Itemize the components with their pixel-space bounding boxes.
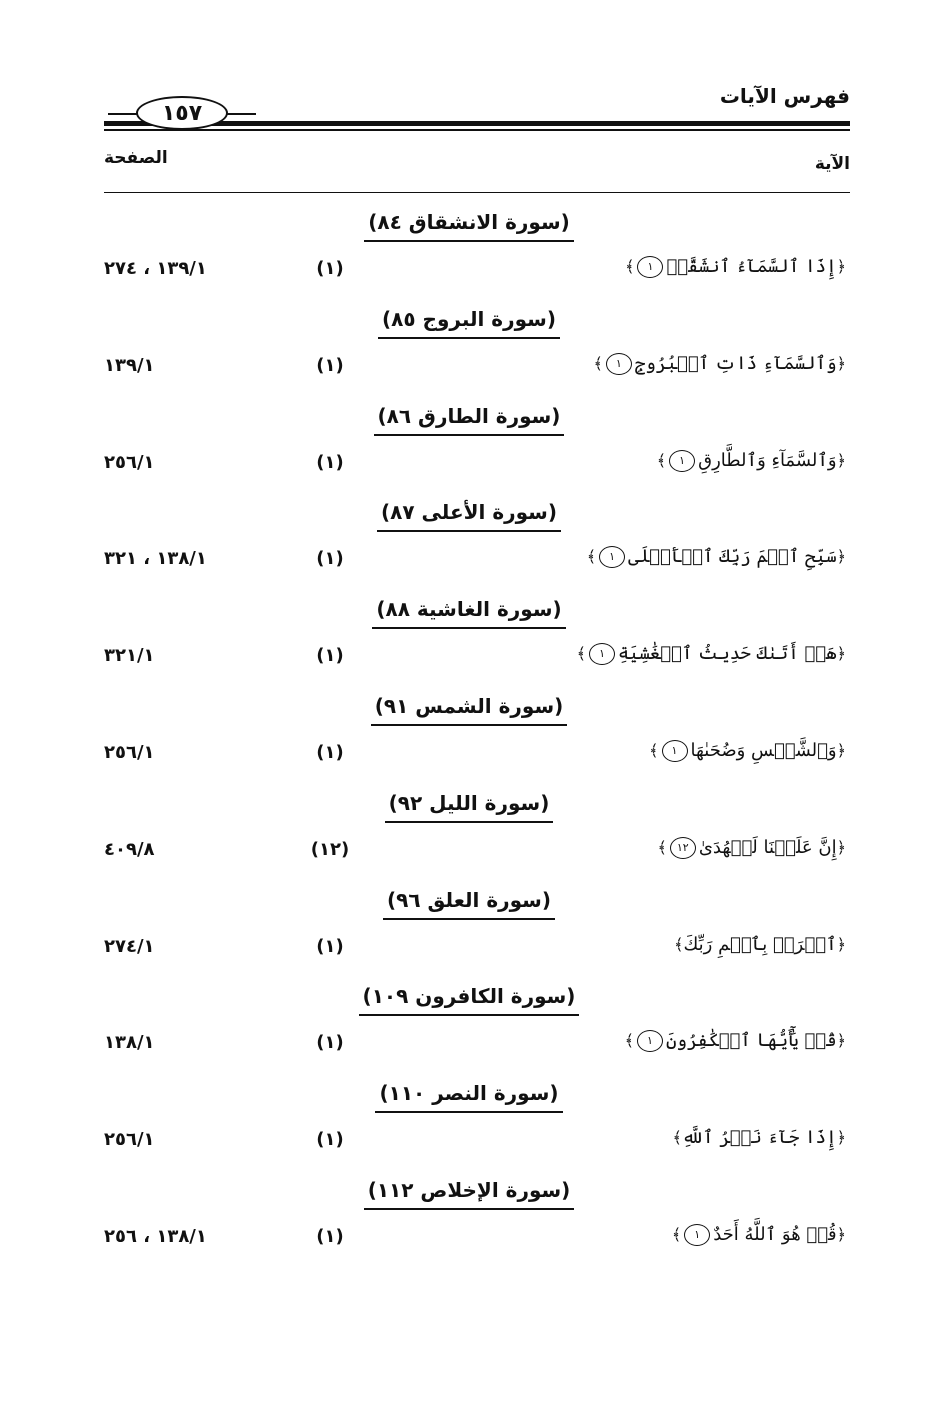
verse-text (649, 740, 846, 762)
verse-row (0, 353, 938, 387)
verse-number-marker-icon: ١ (637, 1030, 663, 1052)
open-bracket-ornament-icon: ﴿ (836, 354, 846, 373)
verse-number-marker-icon: ١ (637, 256, 663, 278)
verse-row (0, 1127, 938, 1161)
surah-heading-text: (سورة البروج ٨٥) (378, 307, 560, 339)
page-references: ١٣٩/١ ، ٢٧٤ (104, 258, 207, 279)
surah-heading-text: (سورة الكافرون ١٠٩) (359, 984, 580, 1016)
verse-number-marker-icon: ١ (669, 450, 695, 472)
verse-words: وَٱلسَّمَآءِ ذَاتِ ٱلۡبُرُوجِ (634, 353, 837, 374)
verse-number-marker-icon: ١ (589, 643, 615, 665)
verse-words: قُلۡ هُوَ ٱللَّهُ أَحَدٌ (713, 1224, 837, 1245)
page-references: ٣٢١/١ (104, 645, 155, 666)
open-bracket-ornament-icon: ﴿ (836, 1225, 846, 1244)
page-references: ١٣٩/١ (104, 355, 155, 376)
close-bracket-ornament-icon: ﴾ (649, 741, 659, 760)
verse-number-marker-icon: ١ (606, 353, 632, 375)
verse-text (657, 837, 846, 859)
open-bracket-ornament-icon: ﴿ (836, 1031, 846, 1050)
verse-number-marker-icon: ١ (599, 546, 625, 568)
open-bracket-ornament-icon: ﴿ (836, 838, 846, 857)
verse-words: ٱقۡرَأۡ بِٱسۡمِ رَبِّكَ (683, 934, 837, 955)
close-bracket-ornament-icon: ﴾ (625, 257, 635, 276)
verse-row (0, 256, 938, 290)
surah-heading-text: (سورة الشمس ٩١) (371, 694, 568, 726)
open-bracket-ornament-icon: ﴿ (836, 257, 846, 276)
verse-text (625, 1030, 846, 1052)
surah-heading (0, 984, 938, 1016)
verse-row (0, 740, 938, 774)
surah-heading (0, 791, 938, 823)
verse-number: (١٢) (310, 839, 350, 860)
open-bracket-ornament-icon: ﴿ (836, 935, 846, 954)
open-bracket-ornament-icon: ﴿ (836, 547, 846, 566)
verse-words: إِنَّ عَلَيۡنَا لَلۡهُدَىٰ (698, 837, 837, 858)
verse-words: وَٱلسَّمَآءِ وَٱلطَّارِقِ (698, 450, 837, 471)
page-references: ٢٧٤/١ (104, 936, 155, 957)
page-references: ١٣٨/١ ، ٣٢١ (104, 548, 207, 569)
verse-number: (١) (316, 742, 344, 763)
verse-text (672, 1127, 846, 1148)
verse-number: (١) (316, 1129, 344, 1150)
surah-heading-text: (سورة الأعلى ٨٧) (377, 500, 561, 532)
surah-heading (0, 597, 938, 629)
surah-heading (0, 888, 938, 920)
surah-heading-text: (سورة النصر ١١٠) (375, 1081, 562, 1113)
close-bracket-ornament-icon: ﴾ (624, 1031, 634, 1050)
close-bracket-ornament-icon: ﴾ (657, 838, 667, 857)
close-bracket-ornament-icon: ﴾ (576, 644, 587, 663)
verse-number-marker-icon: ١ (684, 1224, 710, 1246)
verse-text (577, 643, 846, 665)
open-bracket-ornament-icon: ﴿ (836, 741, 846, 760)
page-references: ١٣٨/١ (104, 1032, 155, 1053)
page-references: ٢٥٦/١ (104, 1129, 155, 1150)
verse-number-marker-icon: ١٢ (670, 837, 696, 859)
surah-heading-text: (سورة الطارق ٨٦) (374, 404, 565, 436)
surah-heading-text: (سورة العلق ٩٦) (383, 888, 555, 920)
verse-row (0, 1224, 938, 1258)
close-bracket-ornament-icon: ﴾ (593, 354, 603, 373)
verse-text (625, 256, 846, 278)
verse-words: سَبِّحِ ٱسۡمَ رَبِّكَ ٱلۡأَعۡلَى (628, 546, 837, 567)
surah-heading (0, 1178, 938, 1210)
verse-number: (١) (316, 355, 344, 376)
verse-number: (١) (316, 936, 344, 957)
surah-heading (0, 694, 938, 726)
surah-heading-text: (سورة الليل ٩٢) (385, 791, 554, 823)
verse-row (0, 1030, 938, 1064)
column-heading-page: الصفحة (104, 148, 168, 168)
verse-number: (١) (316, 258, 344, 279)
verse-words: وَٱلشَّمۡسِ وَضُحَىٰهَا (690, 740, 837, 761)
surah-heading-text: (سورة الإخلاص ١١٢) (364, 1178, 575, 1210)
surah-heading (0, 210, 938, 242)
surah-heading (0, 404, 938, 436)
verse-words: قُلۡ يَٰٓأَيُّهَا ٱلۡكَٰفِرُونَ (665, 1030, 837, 1051)
verse-number: (١) (316, 1226, 344, 1247)
page-references: ٢٥٦/١ (104, 452, 155, 473)
verse-number: (١) (316, 452, 344, 473)
close-bracket-ornament-icon: ﴾ (671, 1225, 682, 1244)
close-bracket-ornament-icon: ﴾ (672, 1128, 682, 1147)
surah-heading-text: (سورة الانشقاق ٨٤) (364, 210, 574, 242)
verse-row (0, 546, 938, 580)
verse-row (0, 450, 938, 484)
verse-words: إِذَا جَآءَ نَصۡرُ ٱللَّهِ (681, 1127, 837, 1148)
page-references: ٢٥٦/١ (104, 742, 155, 763)
surah-heading-text: (سورة الغاشية ٨٨) (372, 597, 565, 629)
verse-text (674, 934, 846, 955)
column-heading-ayah: الآية (814, 154, 850, 174)
surah-heading (0, 307, 938, 339)
verse-number: (١) (316, 645, 344, 666)
verse-number: (١) (316, 548, 344, 569)
verse-row (0, 837, 938, 871)
close-bracket-ornament-icon: ﴾ (656, 451, 667, 470)
open-bracket-ornament-icon: ﴿ (836, 644, 846, 663)
running-title: فهرس الآيات (719, 84, 850, 108)
page-references: ١٣٨/١ ، ٢٥٦ (104, 1226, 207, 1247)
verse-words: هَلۡ أَتَىٰكَ حَدِيثُ ٱلۡغَٰشِيَةِ (618, 643, 837, 664)
verse-text (587, 546, 846, 568)
surah-heading (0, 500, 938, 532)
surah-heading (0, 1081, 938, 1113)
verse-text (672, 1224, 846, 1246)
close-bracket-ornament-icon: ﴾ (674, 935, 684, 954)
open-bracket-ornament-icon: ﴿ (836, 451, 846, 470)
verse-row (0, 643, 938, 677)
verse-text (657, 450, 846, 472)
verse-number: (١) (316, 1032, 344, 1053)
close-bracket-ornament-icon: ﴾ (586, 547, 597, 566)
page-number: ١٥٧ (136, 96, 228, 130)
verse-text (593, 353, 846, 375)
verse-row (0, 934, 938, 968)
verse-words: إِذَا ٱلسَّمَآءُ ٱنشَقَّتۡ (666, 256, 837, 277)
open-bracket-ornament-icon: ﴿ (836, 1128, 846, 1147)
page-references: ٤٠٩/٨ (104, 839, 155, 860)
verse-number-marker-icon: ١ (662, 740, 688, 762)
